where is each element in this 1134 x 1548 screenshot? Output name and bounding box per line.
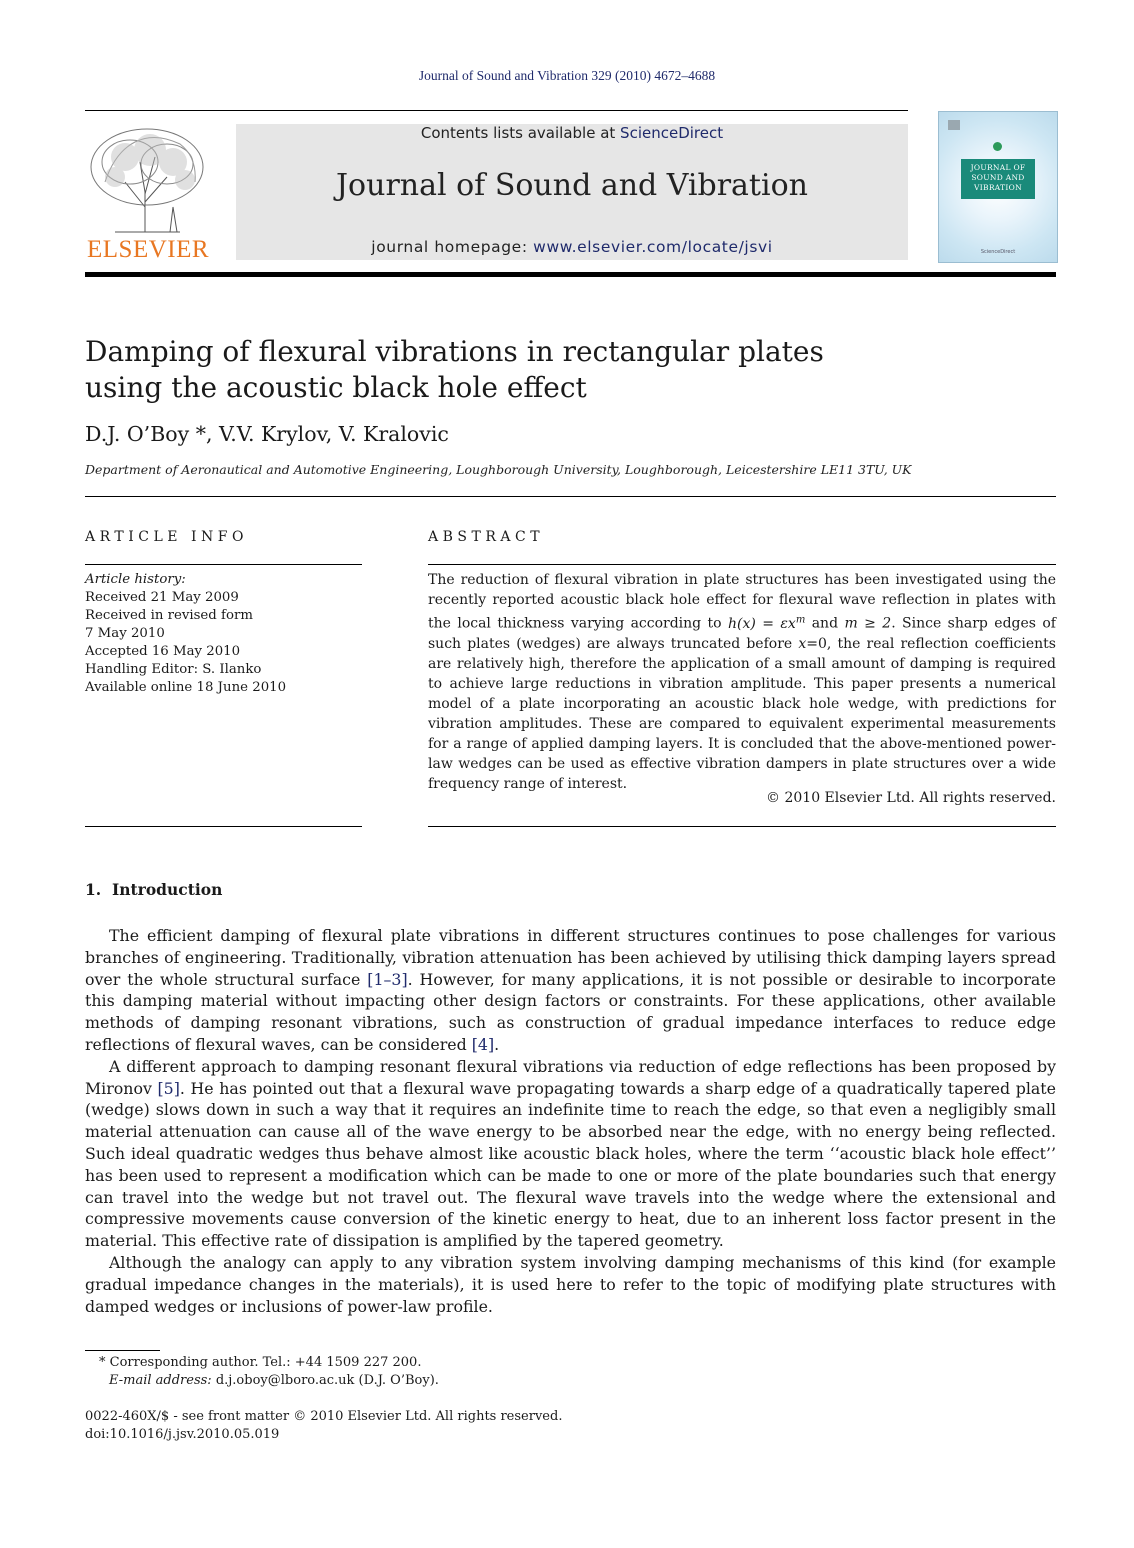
cover-emblem-icon <box>993 142 1002 151</box>
reference-link[interactable]: [1–3] <box>367 969 408 989</box>
history-line: Available online 18 June 2010 <box>85 680 287 695</box>
copyright: © 2010 Elsevier Ltd. All rights reserved. <box>766 790 1056 806</box>
section-heading: 1. Introduction <box>85 880 223 899</box>
history-line: Received 21 May 2009 <box>85 590 239 605</box>
cover-title: JOURNAL OF SOUND AND VIBRATION <box>961 159 1035 199</box>
doi-line[interactable]: doi:10.1016/j.jsv.2010.05.019 <box>85 1427 280 1442</box>
history-line: Accepted 16 May 2010 <box>85 644 241 659</box>
paragraph <box>85 1056 1056 1252</box>
contents-prefix: Contents lists available at <box>420 124 621 142</box>
formula-x: x <box>798 635 807 652</box>
abstract-top-rule <box>428 564 1056 565</box>
paragraph: Although the analogy can apply to any vibration system involving damping mechanisms of this kind (for example gradual impedance changes in the materials), it is used here to refer to the topic of modifying plate structures with damped wedges or inclusions of power-law profile. <box>85 1252 1056 1316</box>
footnote-rule <box>85 1350 160 1351</box>
title-line-2: using the acoustic black hole effect <box>85 371 587 404</box>
text-segment: . <box>494 1034 500 1054</box>
history-line: 7 May 2010 <box>85 626 165 641</box>
homepage-link[interactable]: www.elsevier.com/locate/jsvi <box>533 238 773 256</box>
text-segment: A different approach to damping resonant flexural vibrations via reduction of edge reflections has been proposed by Mironov <box>85 1056 1056 1098</box>
abstract-heading: ABSTRACT <box>428 529 545 545</box>
text-segment: . He has pointed out that a flexural wave propagating towards a sharp edge of a quadratically tapered plate (wedge) slows down in such a way that it requires an indefinite time to reach the edge, so that even a negligibly small material attenuation can cause all of the wave energy to be absorbed near the edge, with no energy being reflected. Such ideal quadratic wedges thus behave almost like acoustic black holes, where the term ‘‘acoustic black hole effect’’ has been used to represent a modification which can be made to one or more of the plate boundaries such that energy can travel into the wedge but not travel out. The flexural wave travels into the wedge where the extensional and compressive movements cause conversion of the kinetic energy to heat, due to an inherent loss factor present in the material. This effective rate of dissipation is amplified by the tapered geometry. <box>85 1078 1056 1251</box>
sciencedirect-link[interactable]: ScienceDirect <box>620 124 724 142</box>
abstract-segment: and <box>805 615 845 632</box>
cover-footer: ScienceDirect <box>980 249 1016 255</box>
footnote-corresponding: * Corresponding author. Tel.: +44 1509 227 200. <box>99 1355 422 1370</box>
info-bottom-rule <box>85 826 362 827</box>
elsevier-logo <box>85 122 211 262</box>
abstract-segment: . Since sharp edges of such plates (wedges) are always truncated before <box>428 615 1056 652</box>
formula-superscript: m <box>795 614 806 625</box>
authors: D.J. O’Boy *, V.V. Krylov, V. Kralovic <box>85 422 449 446</box>
header-thick-rule <box>85 272 1056 277</box>
introduction-body <box>85 925 1056 1317</box>
journal-banner <box>236 124 908 260</box>
article-info-heading: ARTICLE INFO <box>85 529 248 545</box>
text-segment: . However, for many applications, it is not possible or desirable to incorporate this damping material without impacting other design factors or constraints. For these applications, other available methods of damping resonant vibrations, such as construction of gradual impedance interfaces to reduce edge reflections of flexural waves, can be considered <box>85 969 1056 1054</box>
contents-line <box>236 124 908 142</box>
journal-cover <box>938 111 1058 263</box>
homepage-prefix: journal homepage: <box>371 238 534 256</box>
title-line-1: Damping of flexural vibrations in rectangular plates <box>85 335 824 368</box>
formula-text: h(x) = εx <box>728 615 796 632</box>
article-title <box>85 334 885 406</box>
history-line: Received in revised form <box>85 608 253 623</box>
reference-link[interactable]: [5] <box>157 1078 180 1098</box>
email-label: E-mail address: <box>109 1373 212 1388</box>
formula-exponent: m ≥ 2 <box>844 615 892 632</box>
cover-publisher-mark <box>948 120 960 130</box>
abstract-text <box>428 570 1056 794</box>
reference-link[interactable]: [4] <box>471 1034 495 1054</box>
abstract-bottom-rule <box>428 826 1056 827</box>
text-segment: The efficient damping of flexural plate vibrations in different structures continues to pose challenges for various branches of engineering. Traditionally, vibration attenuation has been achieved by utilising thick damping layers spread over the whole structural surface <box>85 926 1056 989</box>
info-top-rule <box>85 564 362 565</box>
footnote-email <box>85 1372 439 1390</box>
homepage-line <box>236 238 908 256</box>
publisher-wordmark: ELSEVIER <box>87 236 210 263</box>
journal-citation: Journal of Sound and Vibration 329 (2010) 4672–4688 <box>418 68 716 83</box>
section-rule <box>85 496 1056 497</box>
journal-title: Journal of Sound and Vibration <box>336 168 808 203</box>
paragraph <box>85 925 1056 1056</box>
affiliation: Department of Aeronautical and Automotive Engineering, Loughborough University, Loughborough, Leicestershire LE11 3TU, UK <box>85 462 912 477</box>
article-history <box>85 571 362 697</box>
header-rule <box>85 110 908 111</box>
issn-line: 0022-460X/$ - see front matter © 2010 Elsevier Ltd. All rights reserved. <box>85 1409 563 1424</box>
footnote <box>85 1354 439 1390</box>
history-line: Handling Editor: S. Ilanko <box>85 662 262 677</box>
front-matter <box>85 1408 562 1444</box>
formula-thickness <box>728 616 805 632</box>
abstract-segment: =0, the real reflection coefficients are relatively high, therefore the application of a small amount of damping is required to achieve large reductions in vibration amplitude. This paper presents a numerical model of a plate incorporating an acoustic black hole wedge, with predictions for vibration amplitudes. These are compared to equivalent experimental measurements for a range of applied damping layers. It is concluded that the above-mentioned power-law wedges can be used as effective vibration dampers in plate structures over a wide frequency range of interest. <box>428 635 1056 792</box>
email-address[interactable]: d.j.oboy@lboro.ac.uk (D.J. O’Boy). <box>211 1373 439 1388</box>
history-label: Article history: <box>85 572 186 587</box>
abstract-segment: The reduction of flexural vibration in plate structures has been investigated using the recently reported acoustic black hole effect for flexural wave reflection in plates with the local thickness varying according to <box>428 572 1056 632</box>
